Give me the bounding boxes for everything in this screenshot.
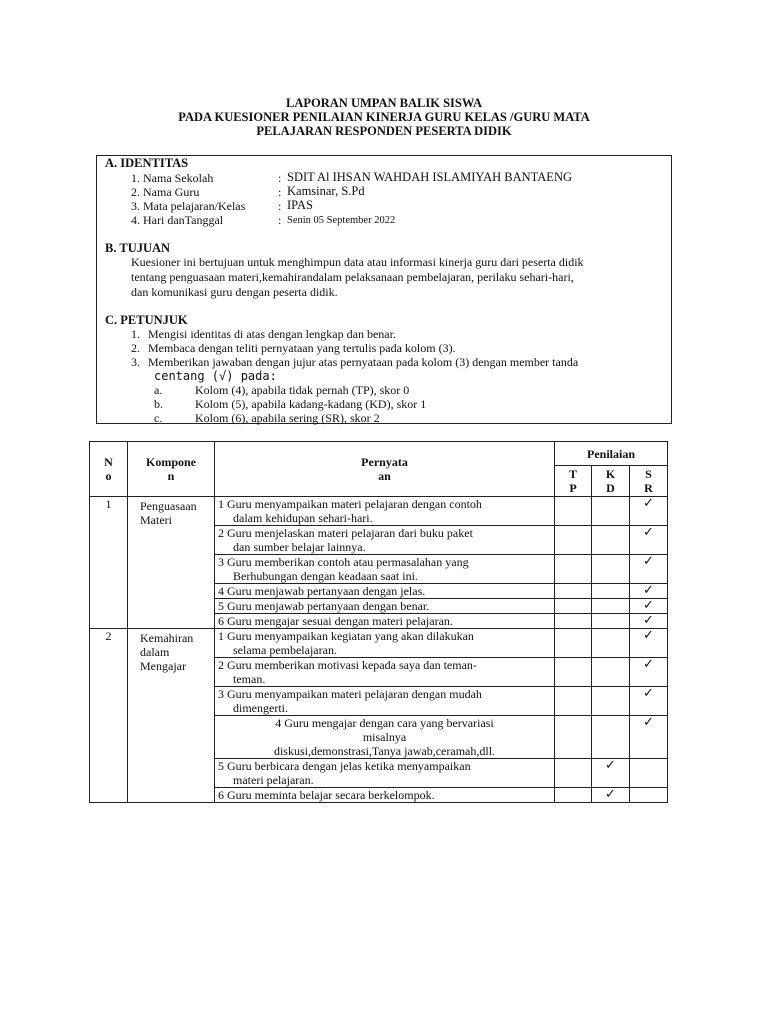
statement-cell — [215, 614, 555, 629]
score-kd-cell — [592, 687, 630, 716]
header-no: N o — [90, 442, 128, 497]
score-kd-cell — [592, 759, 630, 788]
statement-cell — [215, 526, 555, 555]
statement-text: Guru menjawab pertanyaan dengan benar. — [227, 599, 430, 613]
score-tp-cell — [555, 687, 592, 716]
group-number: 2 — [90, 629, 128, 803]
score-tp-cell — [555, 658, 592, 687]
statement-cell — [215, 555, 555, 584]
statement-cell — [215, 599, 555, 614]
header-sr: S R — [630, 466, 668, 497]
score-sr-cell — [630, 759, 668, 788]
doc-title-line-3: PELAJARAN RESPONDEN PESERTA DIDIK — [256, 124, 512, 138]
identitas-value-sekolah: SDIT Al IHSAN WAHDAH ISLAMIYAH BANTAENG — [287, 170, 572, 184]
score-sr-cell — [630, 497, 668, 526]
identitas-heading: A. IDENTITAS — [105, 156, 189, 170]
score-kd-cell — [592, 599, 630, 614]
score-sr-cell — [630, 658, 668, 687]
statement-number: 2 — [218, 658, 224, 672]
tujuan-line-2: tentang penguasaan materi,kemahirandalam pelaksanaan pembelajaran, perilaku sehari-hari, — [131, 270, 574, 284]
table-row — [90, 497, 668, 526]
petunjuk-sub-b-text: Kolom (5), apabila kadang-kadang (KD), skor 1 — [195, 397, 427, 411]
score-sr-cell — [630, 555, 668, 584]
statement-text: Guru mengajar sesuai dengan materi pelajaran. — [227, 614, 453, 628]
check-mark-icon: ✓ — [643, 613, 654, 628]
petunjuk-no-3: 3. — [131, 355, 140, 369]
petunjuk-no-1: 1. — [131, 327, 140, 341]
identitas-label-2: 2. Nama Guru — [131, 185, 200, 199]
check-mark-icon: ✓ — [643, 598, 654, 613]
tujuan-line-1: Kuesioner ini bertujuan untuk menghimpun data atau informasi kinerja guru dari peserta didik — [131, 255, 584, 269]
check-mark-icon: ✓ — [643, 686, 654, 701]
score-sr-cell — [630, 526, 668, 555]
tujuan-heading: B. TUJUAN — [105, 241, 171, 255]
score-tp-cell — [555, 614, 592, 629]
statement-number: 5 — [218, 599, 224, 613]
statement-cell — [215, 497, 555, 526]
score-tp-cell — [555, 788, 592, 803]
check-mark-icon: ✓ — [643, 525, 654, 540]
check-mark-icon: ✓ — [643, 628, 654, 643]
statement-cell — [215, 658, 555, 687]
check-mark-icon: ✓ — [643, 715, 654, 730]
petunjuk-sub-a-letter: a. — [154, 383, 163, 397]
petunjuk-text-3: Memberikan jawaban dengan jujur atas pernyataan pada kolom (3) dengan member tanda — [148, 355, 579, 369]
statement-number: 1 — [218, 497, 224, 511]
score-kd-cell — [592, 614, 630, 629]
statement-number: 6 — [218, 614, 224, 628]
score-sr-cell — [630, 687, 668, 716]
statement-text: Guru memberikan motivasi kepada saya dan teman- teman. — [227, 658, 477, 686]
petunjuk-text-1: Mengisi identitas di atas dengan lengkap dan benar. — [148, 327, 396, 341]
score-sr-cell — [630, 584, 668, 599]
score-tp-cell — [555, 584, 592, 599]
score-kd-cell — [592, 716, 630, 759]
statement-text: Guru menyampaikan materi pelajaran dengan contoh dalam kehidupan sehari-hari. — [227, 497, 482, 525]
check-mark-icon: ✓ — [643, 554, 654, 569]
evaluation-table — [89, 441, 668, 803]
petunjuk-sub-a-text: Kolom (4), apabila tidak pernah (TP), skor 0 — [195, 383, 410, 397]
table-row — [90, 629, 668, 658]
statement-number: 2 — [218, 526, 224, 540]
statement-text: Guru berbicara dengan jelas ketika menyampaikan materi pelajaran. — [227, 759, 471, 787]
score-kd-cell — [592, 658, 630, 687]
score-tp-cell — [555, 759, 592, 788]
score-sr-cell — [630, 629, 668, 658]
score-kd-cell — [592, 788, 630, 803]
tujuan-line-3: dan komunikasi guru dengan peserta didik. — [131, 285, 338, 299]
score-tp-cell — [555, 629, 592, 658]
statement-text: Guru menjawab pertanyaan dengan jelas. — [227, 584, 426, 598]
statement-number: 4 — [275, 716, 282, 730]
score-sr-cell — [630, 716, 668, 759]
table-body — [90, 497, 668, 803]
score-kd-cell — [592, 629, 630, 658]
header-tp: T P — [555, 466, 592, 497]
doc-title-line-2: PADA KUESIONER PENILAIAN KINERJA GURU KELAS /GURU MATA — [178, 110, 590, 124]
petunjuk-text-2: Membaca dengan teliti pernyataan yang tertulis pada kolom (3). — [148, 341, 456, 355]
score-kd-cell — [592, 526, 630, 555]
score-sr-cell — [630, 788, 668, 803]
check-mark-icon: ✓ — [605, 758, 616, 773]
identitas-label-4: 4. Hari danTanggal — [131, 213, 224, 227]
score-tp-cell — [555, 716, 592, 759]
petunjuk-sub-b-letter: b. — [154, 397, 163, 411]
identitas-value-guru: Kamsinar, S.Pd — [287, 184, 365, 198]
score-tp-cell — [555, 555, 592, 584]
score-tp-cell — [555, 497, 592, 526]
header-penilaian: Penilaian — [555, 442, 668, 466]
petunjuk-continuation: centang (√) pada: — [154, 369, 277, 383]
statement-cell — [215, 687, 555, 716]
petunjuk-heading: C. PETUNJUK — [105, 313, 188, 327]
score-kd-cell — [592, 584, 630, 599]
identitas-label-1: 1. Nama Sekolah — [131, 171, 214, 185]
statement-number: 4 — [218, 584, 224, 598]
identitas-label-3: 3. Mata pelajaran/Kelas — [131, 199, 246, 213]
statement-text: Guru mengajar dengan cara yang bervariasi misalnya diskusi,demonstrasi,Tanya jawab,ceramah,dll. — [273, 716, 496, 758]
identitas-sep-3: : — [278, 199, 282, 213]
score-sr-cell — [630, 614, 668, 629]
check-mark-icon: ✓ — [643, 657, 654, 672]
score-tp-cell — [555, 526, 592, 555]
header-kd: K D — [592, 466, 630, 497]
statement-cell — [215, 759, 555, 788]
petunjuk-sub-c-text: Kolom (6), apabila sering (SR), skor 2 — [195, 411, 380, 425]
score-sr-cell — [630, 599, 668, 614]
check-mark-icon: ✓ — [605, 787, 616, 802]
group-komponen: Kemahiran dalam Mengajar — [128, 629, 215, 803]
statement-cell — [215, 716, 555, 759]
statement-number: 5 — [218, 759, 224, 773]
petunjuk-no-2: 2. — [131, 341, 140, 355]
statement-text: Guru memberikan contoh atau permasalahan yang Berhubungan dengan keadaan saat ini. — [227, 555, 469, 583]
identitas-value-tanggal: Senin 05 September 2022 — [287, 215, 396, 226]
statement-cell — [215, 788, 555, 803]
identitas-value-mapel: IPAS — [287, 198, 313, 212]
statement-text: Guru menjelaskan materi pelajaran dari buku paket dan sumber belajar lainnya. — [227, 526, 473, 554]
statement-text: Guru menyampaikan materi pelajaran dengan mudah dimengerti. — [227, 687, 482, 715]
check-mark-icon: ✓ — [643, 496, 654, 511]
statement-number: 6 — [218, 788, 224, 802]
identitas-sep-2: : — [278, 185, 282, 199]
group-komponen: Penguasaan Materi — [128, 497, 215, 629]
statement-text: Guru menyampaikan kegiatan yang akan dilakukan selama pembelajaran. — [227, 629, 474, 657]
check-mark-icon: ✓ — [643, 583, 654, 598]
group-number: 1 — [90, 497, 128, 629]
statement-cell — [215, 629, 555, 658]
score-kd-cell — [592, 497, 630, 526]
statement-number: 3 — [218, 687, 224, 701]
statement-text: Guru meminta belajar secara berkelompok. — [227, 788, 435, 802]
statement-cell — [215, 584, 555, 599]
statement-number: 1 — [218, 629, 224, 643]
statement-number: 3 — [218, 555, 224, 569]
info-box — [96, 155, 672, 424]
identitas-sep-4: : — [278, 213, 282, 227]
identitas-sep-1: : — [278, 171, 282, 185]
score-kd-cell — [592, 555, 630, 584]
header-pernyataan: Pernyata an — [215, 442, 555, 497]
petunjuk-sub-c-letter: c. — [154, 411, 163, 425]
score-tp-cell — [555, 599, 592, 614]
header-komponen: Kompone n — [128, 442, 215, 497]
doc-title-line-1: LAPORAN UMPAN BALIK SISWA — [286, 96, 482, 110]
